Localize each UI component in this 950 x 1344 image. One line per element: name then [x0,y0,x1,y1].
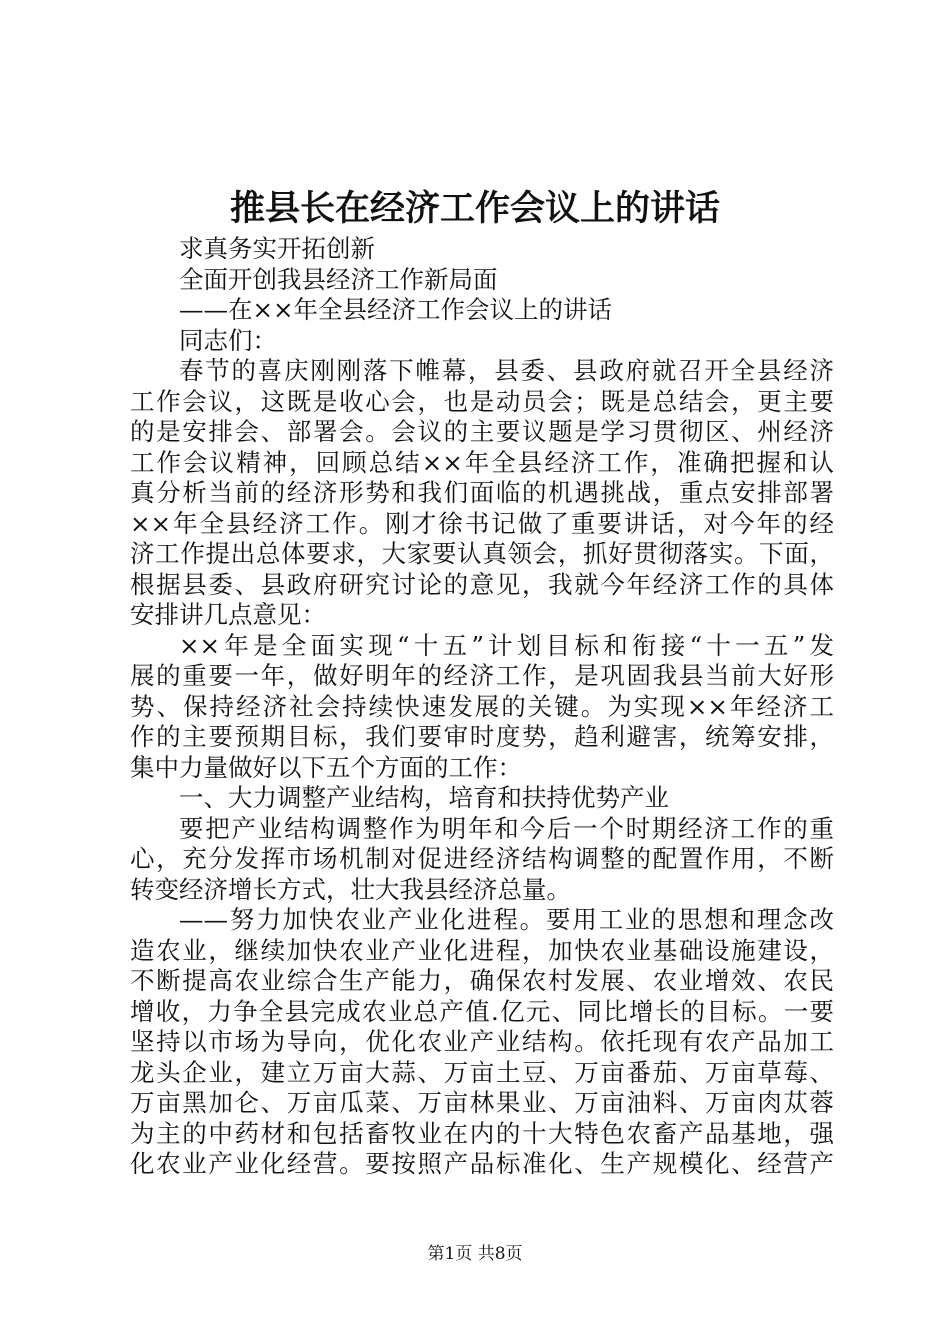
text-line: 求真务实开拓创新 [179,234,375,263]
page-number: 第1页 共8页 [427,1244,523,1264]
text-line: 展的重要一年，做好明年的经济工作，是巩固我县当前大好形 [130,661,834,690]
text-line: 根据县委、县政府研究讨论的意见，我就今年经济工作的具体 [130,569,834,599]
text-line: 济工作提出总体要求，大家要认真领会，抓好贯彻落实。下面， [130,539,834,568]
text-line: 工作会议，这既是收心会，也是动员会；既是总结会，更主要 [130,386,834,416]
text-line: 安排讲几点意见： [130,600,326,629]
text-line: 心，充分发挥市场机制对促进经济结构调整的配置作用，不断 [130,844,834,873]
text-line: ××年全县经济工作。刚才徐书记做了重要讲话，对今年的经 [130,508,834,538]
text-line: 龙头企业，建立万亩大蒜、万亩土豆、万亩番茄、万亩草莓、 [130,1057,834,1087]
text-line: 要把产业结构调整作为明年和今后一个时期经济工作的重 [179,813,834,843]
document-body [130,234,834,1180]
text-line: 春节的喜庆刚刚落下帷幕，县委、县政府就召开全县经济 [179,356,834,385]
text-line: 工作会议精神，回顾总结××年全县经济工作，准确把握和认 [130,447,834,477]
text-line: 坚持以市场为导向，优化农业产业结构。依托现有农产品加工 [130,1027,834,1056]
text-line: 不断提高农业综合生产能力，确保农村发展、农业增效、农民 [130,966,834,995]
text-line: 造农业，继续加快农业产业化进程，加快农业基础设施建设， [130,935,834,965]
text-line: 的是安排会、部署会。会议的主要议题是学习贯彻区、州经济 [130,417,834,446]
text-line: 一、大力调整产业结构，培育和扶持优势产业 [179,783,669,812]
text-line: ——努力加快农业产业化进程。要用工业的思想和理念改 [179,905,834,934]
text-line: 势、保持经济社会持续快速发展的关键。为实现××年经济工 [130,691,834,721]
text-line: 真分析当前的经济形势和我们面临的机遇挑战，重点安排部署 [130,478,834,507]
text-line: 同志们： [179,325,277,355]
text-line: 全面开创我县经济工作新局面 [179,264,498,294]
text-line: 万亩黑加仑、万亩瓜菜、万亩林果业、万亩油料、万亩肉苁蓉 [130,1088,834,1117]
document-title: 推县长在经济工作会议上的讲话 [229,188,720,229]
text-line: 集中力量做好以下五个方面的工作： [130,752,522,782]
text-line: 转变经济增长方式，壮大我县经济总量。 [130,874,571,904]
text-line: 增收，力争全县完成农业总产值.亿元、同比增长的目标。一要 [130,996,834,1026]
text-line: 作的主要预期目标，我们要审时度势，趋利避害，统筹安排， [130,722,834,751]
text-line: 为主的中药材和包括畜牧业在内的十大特色农畜产品基地，强 [130,1118,834,1148]
text-line: ××年是全面实现“十五”计划目标和衔接“十一五”发 [179,630,834,660]
text-line: ——在××年全县经济工作会议上的讲话 [179,295,613,324]
text-line: 化农业产业化经营。要按照产品标准化、生产规模化、经营产 [130,1149,834,1178]
